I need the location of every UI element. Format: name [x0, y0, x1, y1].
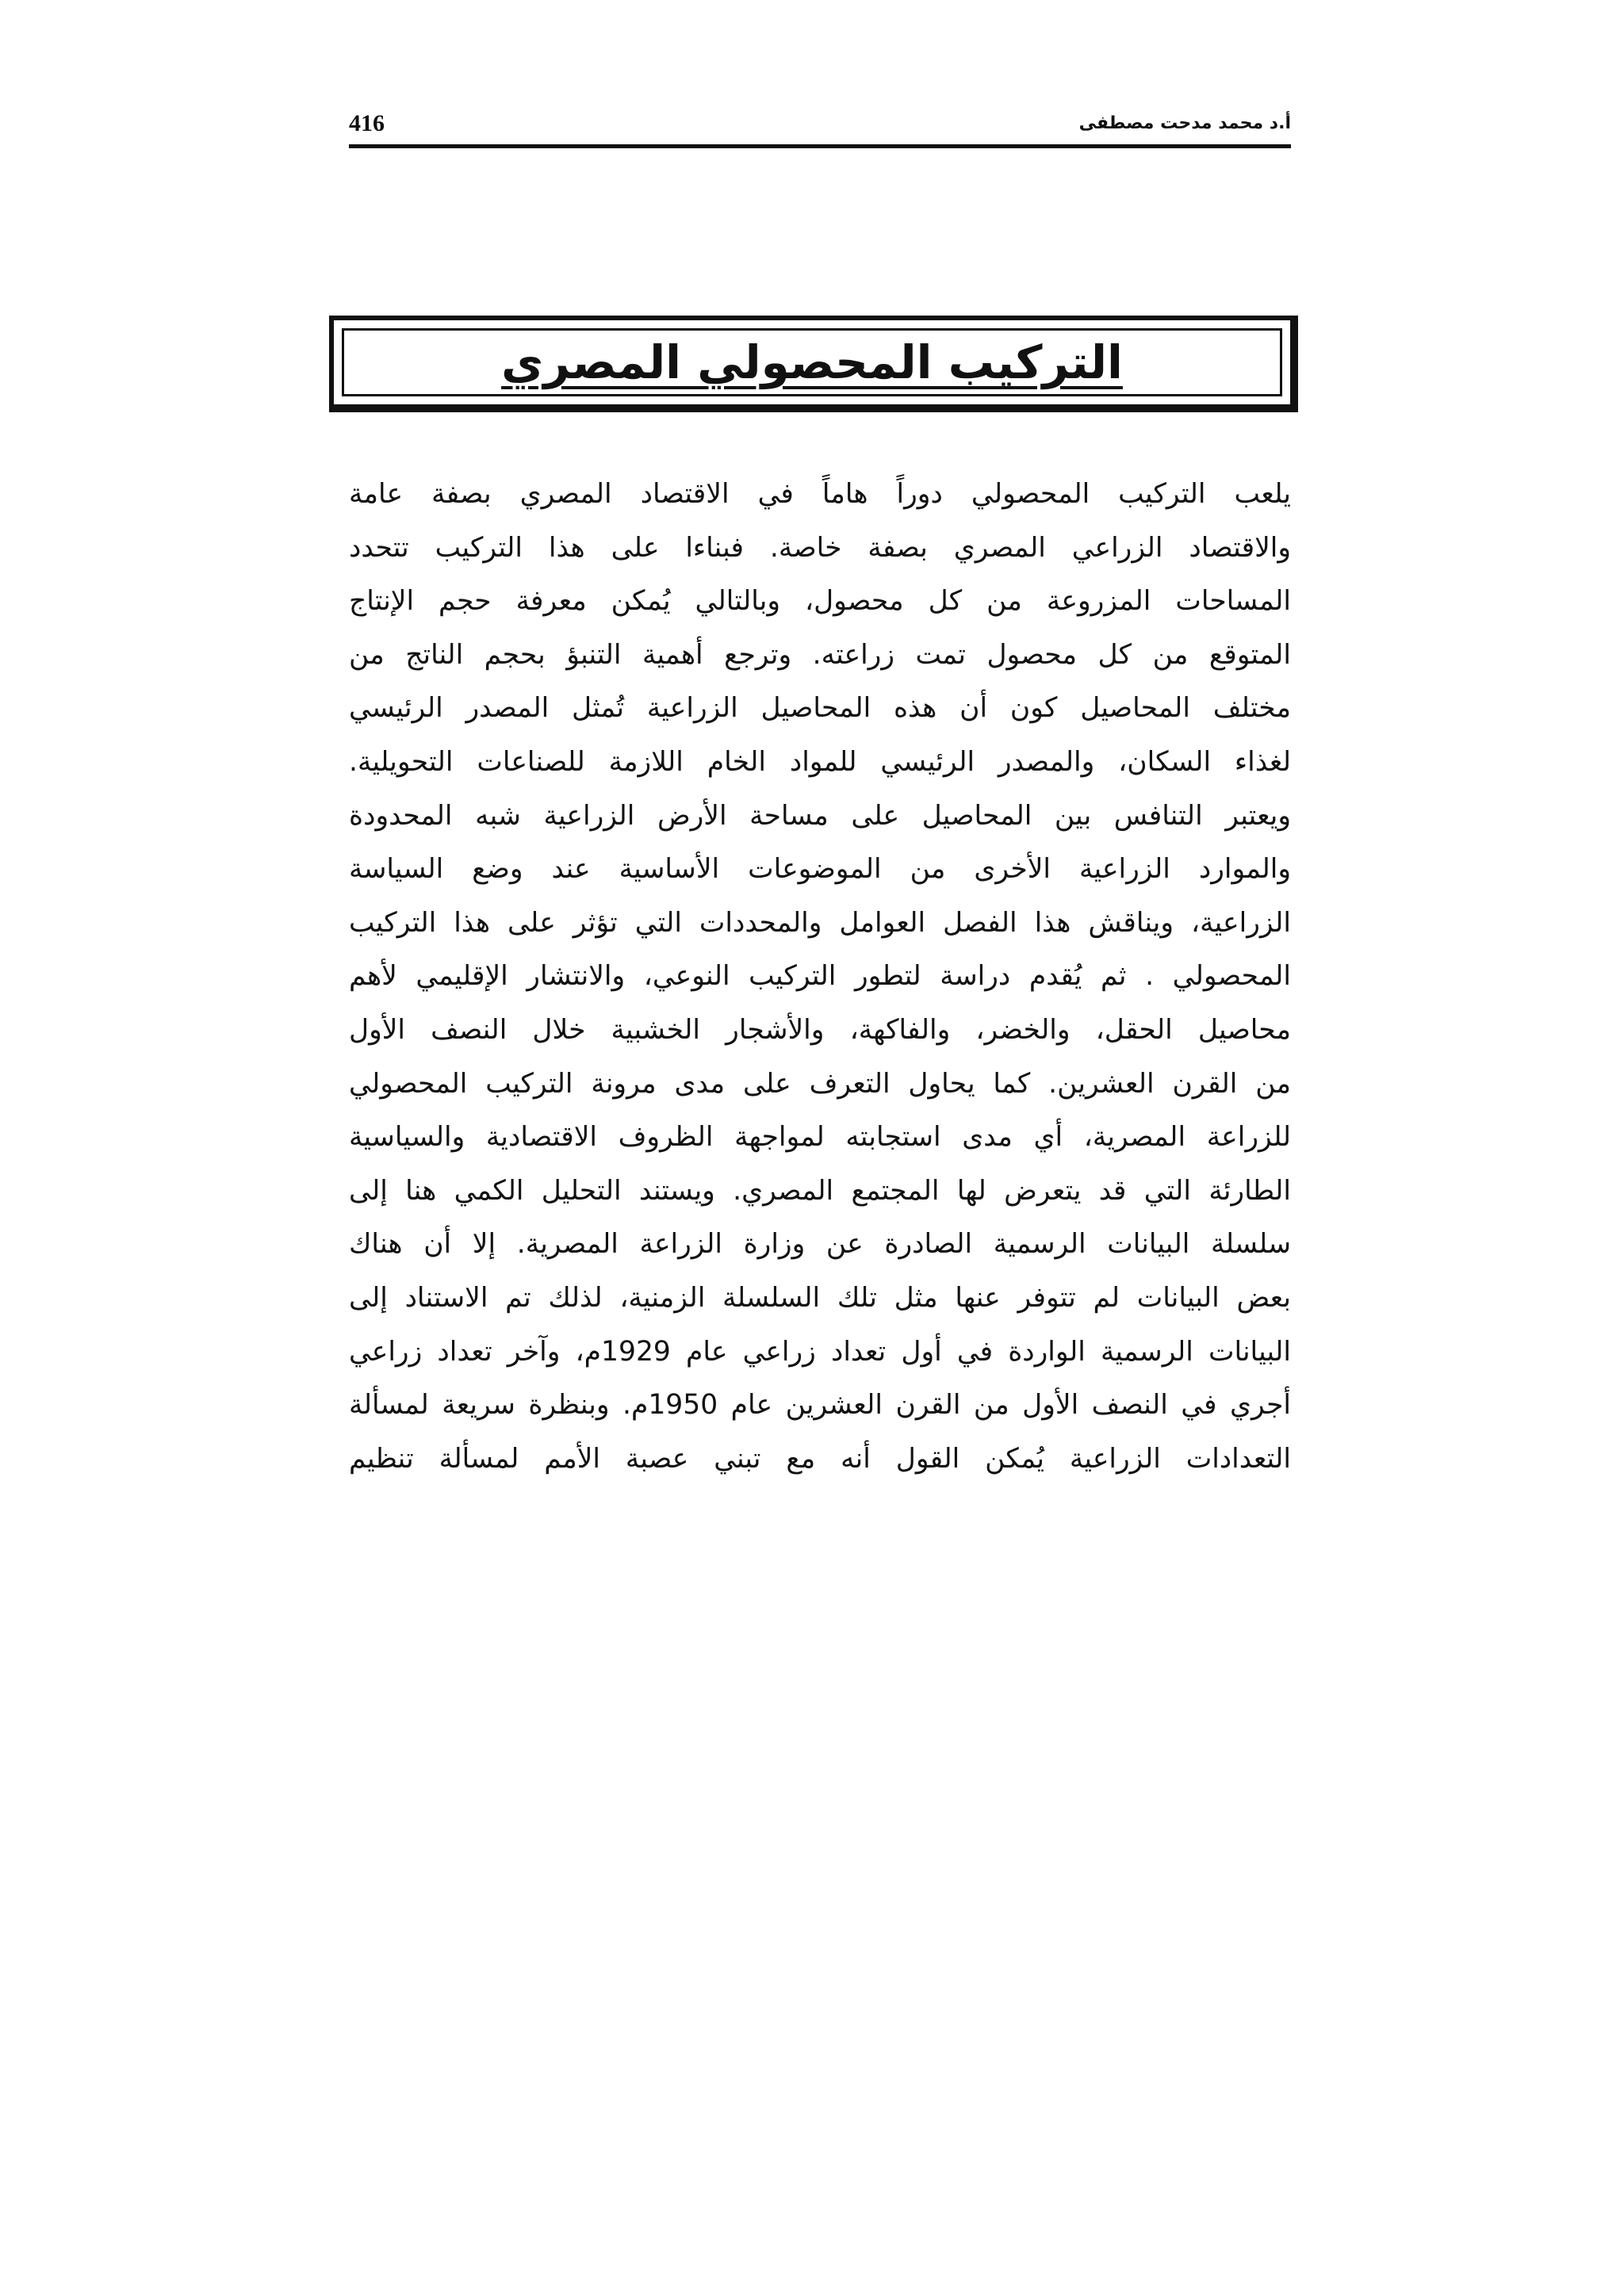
- paragraph-line: المتوقع من كل محصول تمت زراعته. وترجع أهمية التنبؤ بحجم الناتج من: [349, 638, 1291, 671]
- paragraph-line: الطارئة التي قد يتعرض لها المجتمع المصري. ويستند التحليل الكمي هنا إلى: [349, 1174, 1291, 1207]
- paragraph-line: التعدادات الزراعية يُمكن القول أنه مع تبني عصبة الأمم لمسألة تنظيم: [349, 1442, 1291, 1475]
- paragraph-line: المحصولي . ثم يُقدم دراسة لتطور التركيب النوعي، والانتشار الإقليمي لأهم: [349, 960, 1291, 993]
- paragraph-line: والموارد الزراعية الأخرى من الموضوعات الأساسية عند وضع السياسة: [349, 853, 1291, 886]
- paragraph-line: للزراعة المصرية، أي مدى استجابته لمواجهة الظروف الاقتصادية والسياسية: [349, 1121, 1291, 1154]
- paragraph-line: أجري في النصف الأول من القرن العشرين عام 1950م. وبنظرة سريعة لمسألة: [349, 1389, 1291, 1422]
- paragraph-line: سلسلة البيانات الرسمية الصادرة عن وزارة الزراعة المصرية. إلا أن هناك: [349, 1228, 1291, 1261]
- paragraph-line: المساحات المزروعة من كل محصول، وبالتالي يُمكن معرفة حجم الإنتاج: [349, 585, 1291, 618]
- paragraph-line: البيانات الرسمية الواردة في أول تعداد زراعي عام 1929م، وآخر تعداد زراعي: [349, 1335, 1291, 1368]
- paragraph-line: يلعب التركيب المحصولي دوراً هاماً في الاقتصاد المصري بصفة عامة: [349, 478, 1291, 510]
- paragraph-line: الزراعية، ويناقش هذا الفصل العوامل والمحددات التي تؤثر على هذا التركيب: [349, 906, 1291, 939]
- page-number: 416: [349, 110, 385, 136]
- paragraph-line: بعض البيانات لم تتوفر عنها مثل تلك السلسلة الزمنية، لذلك تم الاستناد إلى: [349, 1281, 1291, 1314]
- running-header: [349, 103, 1291, 144]
- paragraph-line: لغذاء السكان، والمصدر الرئيسي للمواد الخام اللازمة للصناعات التحويلية.: [349, 745, 1291, 778]
- header-rule: [349, 144, 1291, 148]
- paragraph-line: ويعتبر التنافس بين المحاصيل على مساحة الأرض الزراعية شبه المحدودة: [349, 799, 1291, 832]
- body-paragraph: [349, 468, 1291, 1486]
- chapter-title-inner-border: [342, 328, 1282, 396]
- paragraph-line: محاصيل الحقل، والخضر، والفاكهة، والأشجار الخشبية خلال النصف الأول: [349, 1013, 1291, 1046]
- paragraph-line: من القرن العشرين. كما يحاول التعرف على مدى مرونة التركيب المحصولي: [349, 1067, 1291, 1100]
- chapter-title: التركيب المحصولي المصري: [501, 335, 1123, 389]
- paragraph-line: مختلف المحاصيل كون أن هذه المحاصيل الزراعية تُمثل المصدر الرئيسي: [349, 692, 1291, 725]
- paragraph-line: والاقتصاد الزراعي المصري بصفة خاصة. فبناءا على هذا التركيب تتحدد: [349, 531, 1291, 564]
- chapter-title-frame: [329, 316, 1298, 412]
- author-name: أ.د محمد مدحت مصطفى: [1078, 113, 1291, 133]
